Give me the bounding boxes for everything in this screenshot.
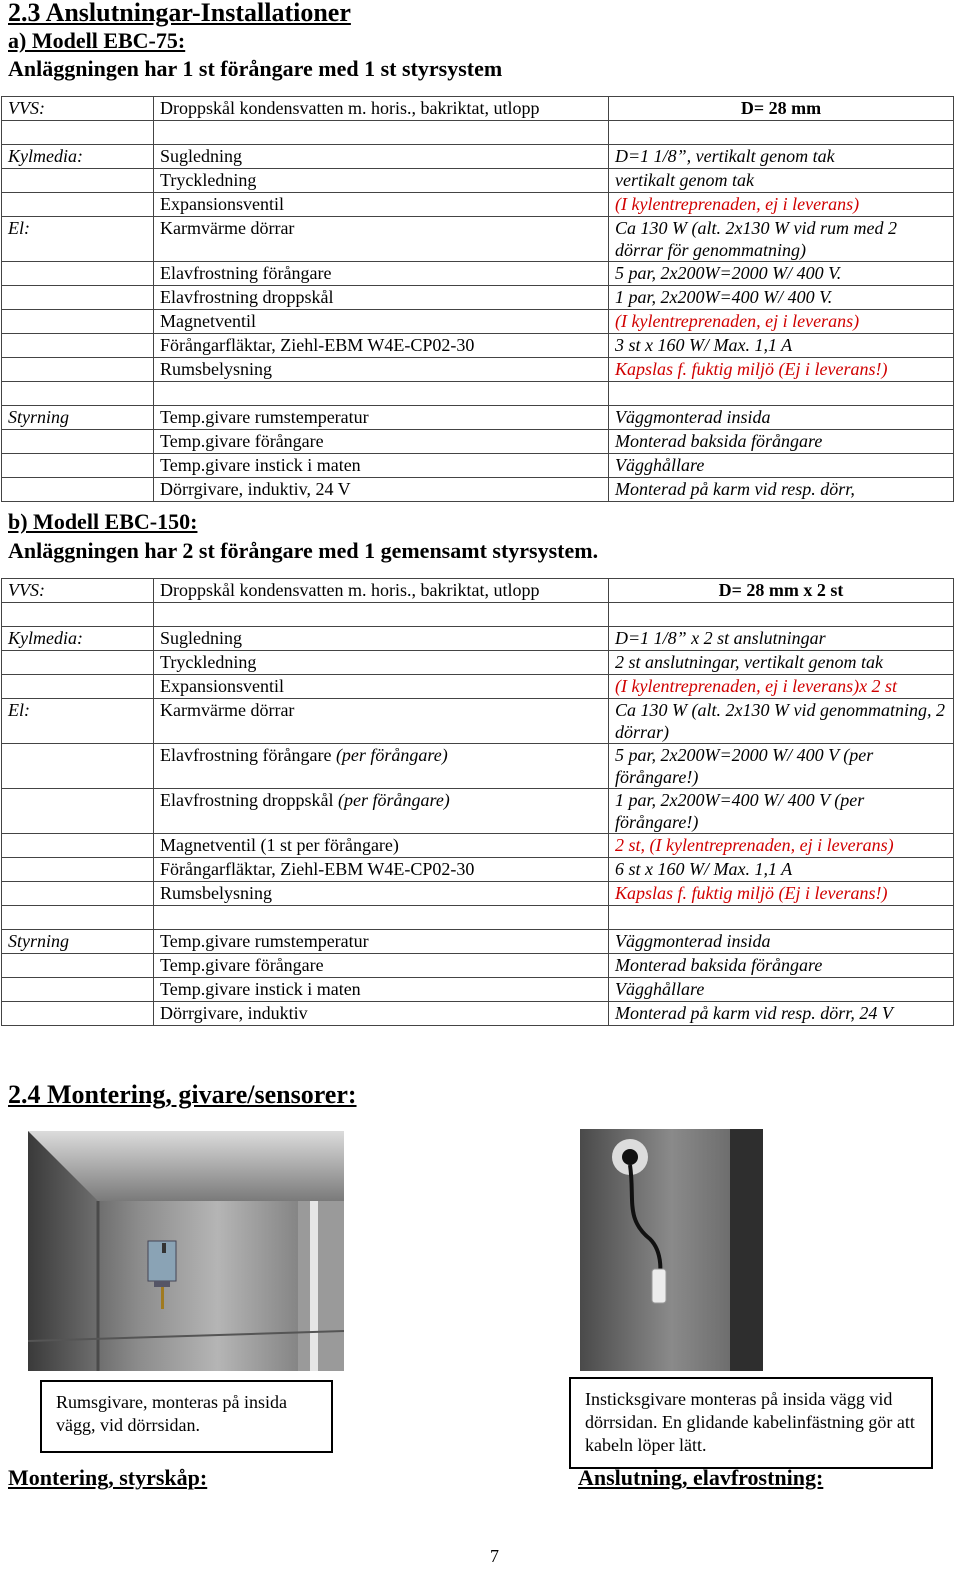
row-item: Temp.givare rumstemperatur <box>154 930 609 954</box>
row-item: Tryckledning <box>154 651 609 675</box>
model-b-title: b) Modell EBC-150: <box>8 509 198 534</box>
row-label: Kylmedia: <box>2 145 154 169</box>
row-value: Kapslas f. fuktig miljö (Ej i leverans!) <box>609 882 954 906</box>
table-row <box>2 217 954 262</box>
row-item <box>154 906 609 930</box>
table-row <box>2 627 954 651</box>
row-label <box>2 382 154 406</box>
row-value: 2 st, (I kylentreprenaden, ej i leverans) <box>609 834 954 858</box>
row-item: Dörrgivare, induktiv <box>154 1002 609 1026</box>
row-item: Elavfrostning förångare <box>154 262 609 286</box>
table-row <box>2 478 954 502</box>
row-label <box>2 978 154 1002</box>
table-row <box>2 930 954 954</box>
row-label <box>2 358 154 382</box>
row-label <box>2 262 154 286</box>
row-value: 5 par, 2x200W=2000 W/ 400 V (per förångare!) <box>609 744 954 789</box>
row-item <box>154 744 609 789</box>
row-item: Karmvärme dörrar <box>154 699 609 744</box>
row-value: Vägghållare <box>609 978 954 1002</box>
per-forangare-note: (per förångare) <box>337 790 450 810</box>
plugin-sensor-photo-image <box>580 1129 763 1371</box>
table-row <box>2 906 954 930</box>
caption-plugin-sensor: Insticksgivare monteras på insida vägg vid dörrsidan. En glidande kabelinfästning gör att kabeln löper lätt. <box>569 1377 933 1469</box>
table-row <box>2 121 954 145</box>
table-row <box>2 978 954 1002</box>
row-label: Styrning <box>2 930 154 954</box>
heading-anslutning-elavfrostning: Anslutning, elavfrostning: <box>578 1465 824 1490</box>
row-item: Sugledning <box>154 145 609 169</box>
row-value: Ca 130 W (alt. 2x130 W vid rum med 2 dörrar för genommatning) <box>609 217 954 262</box>
row-value: 3 st x 160 W/ Max. 1,1 A <box>609 334 954 358</box>
table-row <box>2 834 954 858</box>
row-item: Förångarfläktar, Ziehl-EBM W4E-CP02-30 <box>154 334 609 358</box>
table-row <box>2 382 954 406</box>
row-label <box>2 906 154 930</box>
row-item: Droppskål kondensvatten m. horis., bakriktat, utlopp <box>154 579 609 603</box>
row-item <box>154 789 609 834</box>
row-label: Kylmedia: <box>2 627 154 651</box>
row-item <box>154 603 609 627</box>
model-b-subtitle: Anläggningen har 2 st förångare med 1 gemensamt styrsystem. <box>8 538 599 563</box>
row-label <box>2 858 154 882</box>
model-a-title: a) Modell EBC-75: <box>8 28 186 53</box>
row-label <box>2 193 154 217</box>
spec-table-ebc150 <box>1 578 954 1026</box>
row-item-text: Elavfrostning förångare <box>160 745 336 765</box>
row-label <box>2 744 154 789</box>
row-value: D= 28 mm x 2 st <box>609 579 954 603</box>
row-label: Styrning <box>2 406 154 430</box>
model-a-subtitle: Anläggningen har 1 st förångare med 1 st styrsystem <box>8 56 503 81</box>
row-value: vertikalt genom tak <box>609 169 954 193</box>
table-row <box>2 406 954 430</box>
row-value: D= 28 mm <box>609 97 954 121</box>
row-label <box>2 789 154 834</box>
table-row <box>2 882 954 906</box>
row-value: Monterad på karm vid resp. dörr, 24 V <box>609 1002 954 1026</box>
table-row <box>2 358 954 382</box>
row-item: Temp.givare förångare <box>154 430 609 454</box>
row-value: Väggmonterad insida <box>609 930 954 954</box>
row-label: VVS: <box>2 579 154 603</box>
row-item: Dörrgivare, induktiv, 24 V <box>154 478 609 502</box>
table-row <box>2 193 954 217</box>
row-value: 1 par, 2x200W=400 W/ 400 V. <box>609 286 954 310</box>
row-label <box>2 334 154 358</box>
row-label: El: <box>2 217 154 262</box>
row-item: Magnetventil <box>154 310 609 334</box>
table-row <box>2 603 954 627</box>
row-value: D=1 1/8”, vertikalt genom tak <box>609 145 954 169</box>
row-label <box>2 954 154 978</box>
row-item: Karmvärme dörrar <box>154 217 609 262</box>
row-value: Väggmonterad insida <box>609 406 954 430</box>
row-item: Temp.givare instick i maten <box>154 454 609 478</box>
row-item: Expansionsventil <box>154 675 609 699</box>
row-label <box>2 603 154 627</box>
row-item: Temp.givare förångare <box>154 954 609 978</box>
row-item: Droppskål kondensvatten m. horis., bakriktat, utlopp <box>154 97 609 121</box>
per-forangare-note: (per förångare) <box>335 745 448 765</box>
row-item: Temp.givare rumstemperatur <box>154 406 609 430</box>
section-title-2-3: 2.3 Anslutningar-Installationer <box>8 0 351 27</box>
row-value: Ca 130 W (alt. 2x130 W vid genommatning, 2 dörrar) <box>609 699 954 744</box>
table-row <box>2 675 954 699</box>
row-label <box>2 675 154 699</box>
row-label: El: <box>2 699 154 744</box>
table-row <box>2 744 954 789</box>
table-row <box>2 334 954 358</box>
row-value: (I kylentreprenaden, ej i leverans)x 2 st <box>609 675 954 699</box>
row-label <box>2 286 154 310</box>
table-row <box>2 262 954 286</box>
spec-table-ebc75 <box>1 96 954 502</box>
row-value: Monterad baksida förångare <box>609 430 954 454</box>
row-label <box>2 1002 154 1026</box>
photo-room-sensor <box>28 1131 344 1371</box>
table-row <box>2 954 954 978</box>
row-item: Tryckledning <box>154 169 609 193</box>
row-item: Sugledning <box>154 627 609 651</box>
row-label <box>2 121 154 145</box>
row-value: 1 par, 2x200W=400 W/ 400 V (per förångare!) <box>609 789 954 834</box>
row-item: Rumsbelysning <box>154 882 609 906</box>
page-number: 7 <box>490 1546 499 1566</box>
row-value: 5 par, 2x200W=2000 W/ 400 V. <box>609 262 954 286</box>
row-label: VVS: <box>2 97 154 121</box>
row-item: Förångarfläktar, Ziehl-EBM W4E-CP02-30 <box>154 858 609 882</box>
table-row <box>2 1002 954 1026</box>
row-value: (I kylentreprenaden, ej i leverans) <box>609 310 954 334</box>
row-value: D=1 1/8” x 2 st anslutningar <box>609 627 954 651</box>
row-item: Temp.givare instick i maten <box>154 978 609 1002</box>
table-row <box>2 145 954 169</box>
row-label <box>2 454 154 478</box>
photo-plugin-sensor <box>580 1129 763 1371</box>
row-value <box>609 906 954 930</box>
table-row <box>2 286 954 310</box>
row-value: Monterad baksida förångare <box>609 954 954 978</box>
table-row <box>2 651 954 675</box>
table-row <box>2 699 954 744</box>
row-label <box>2 478 154 502</box>
row-value: (I kylentreprenaden, ej i leverans) <box>609 193 954 217</box>
row-value: Kapslas f. fuktig miljö (Ej i leverans!) <box>609 358 954 382</box>
room-sensor-photo-image <box>28 1131 344 1371</box>
table-row <box>2 858 954 882</box>
row-value: 6 st x 160 W/ Max. 1,1 A <box>609 858 954 882</box>
row-item-text: Elavfrostning droppskål <box>160 790 338 810</box>
section-title-2-4: 2.4 Montering, givare/sensorer: <box>8 1080 357 1109</box>
row-item <box>154 121 609 145</box>
caption-room-sensor: Rumsgivare, monteras på insida vägg, vid dörrsidan. <box>40 1380 333 1453</box>
row-label <box>2 834 154 858</box>
row-value <box>609 603 954 627</box>
row-item: Elavfrostning droppskål <box>154 286 609 310</box>
row-item <box>154 382 609 406</box>
table-row <box>2 454 954 478</box>
row-value: 2 st anslutningar, vertikalt genom tak <box>609 651 954 675</box>
table-row <box>2 310 954 334</box>
row-label <box>2 169 154 193</box>
row-item: Magnetventil (1 st per förångare) <box>154 834 609 858</box>
row-value <box>609 121 954 145</box>
row-label <box>2 310 154 334</box>
table-row <box>2 789 954 834</box>
table-row <box>2 579 954 603</box>
row-value: Vägghållare <box>609 454 954 478</box>
heading-montering-styrskap: Montering, styrskåp: <box>8 1465 208 1490</box>
row-item: Rumsbelysning <box>154 358 609 382</box>
row-label <box>2 651 154 675</box>
row-value <box>609 382 954 406</box>
row-label <box>2 882 154 906</box>
row-label <box>2 430 154 454</box>
row-value: Monterad på karm vid resp. dörr, <box>609 478 954 502</box>
table-row <box>2 430 954 454</box>
row-item: Expansionsventil <box>154 193 609 217</box>
table-row <box>2 169 954 193</box>
table-row <box>2 97 954 121</box>
